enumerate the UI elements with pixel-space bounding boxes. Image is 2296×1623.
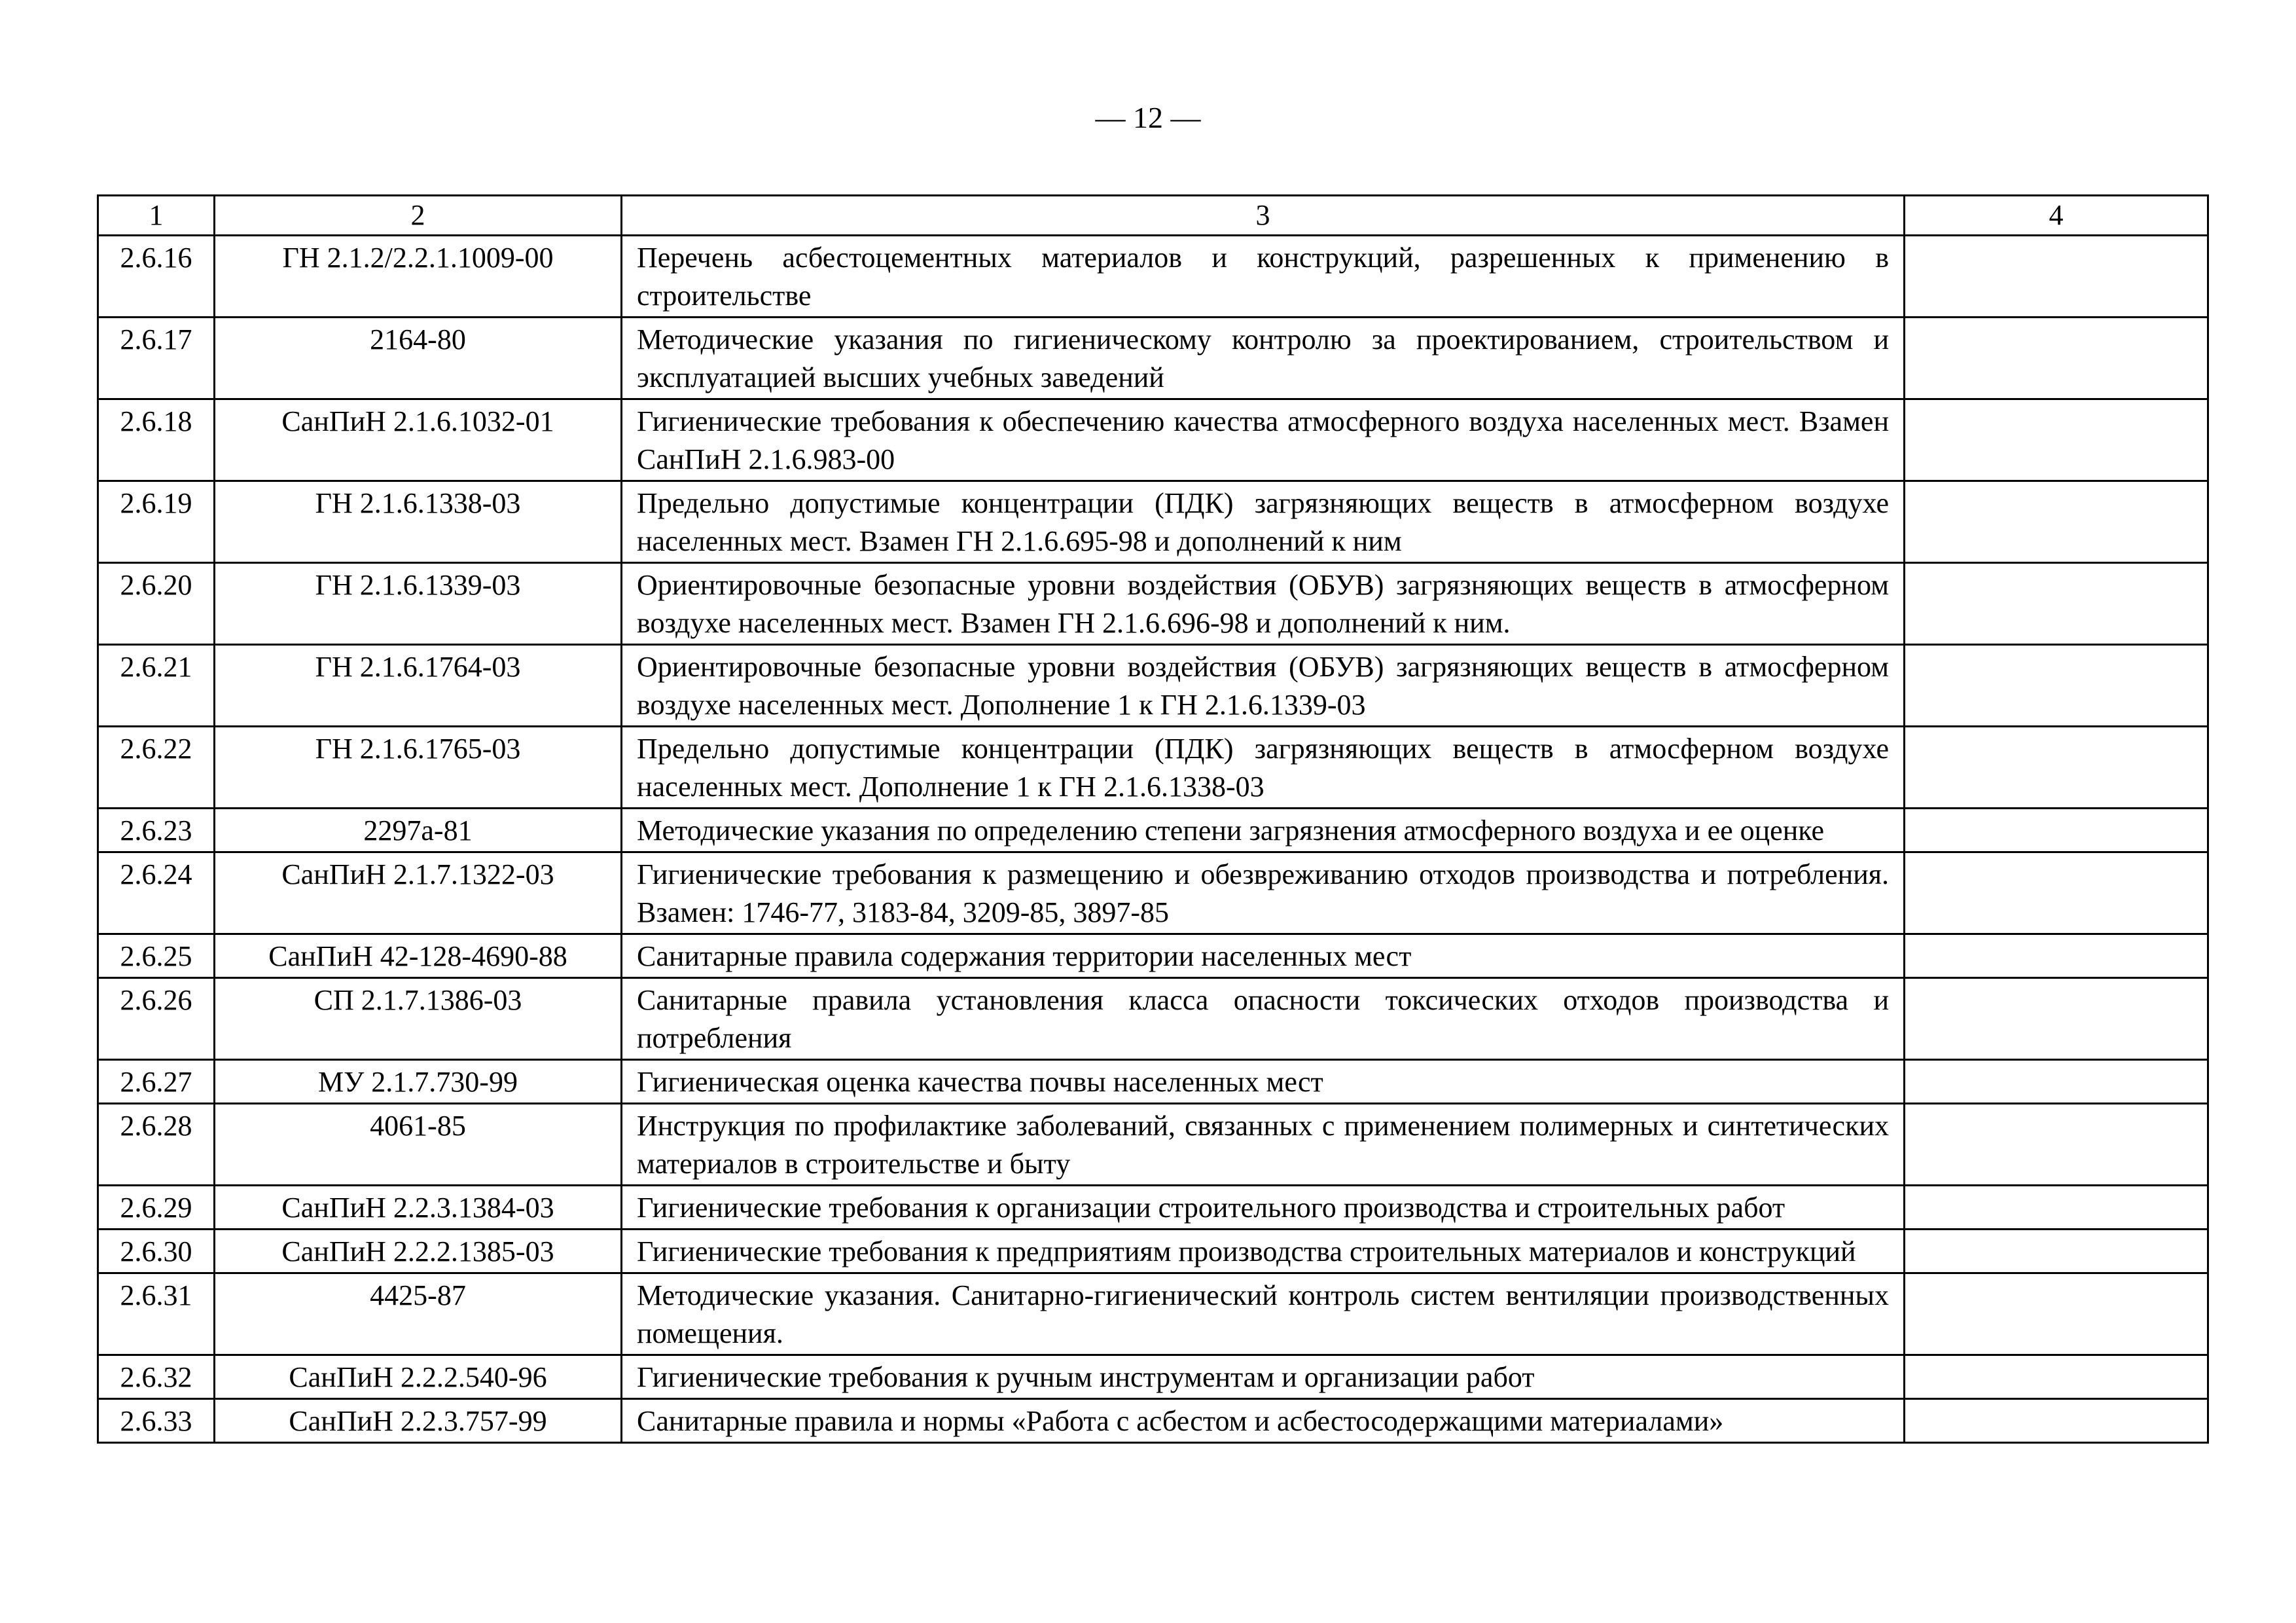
notes-cell (1905, 852, 2208, 934)
table-row (98, 727, 2208, 809)
notes-cell (1905, 1355, 2208, 1399)
item-number-cell: 2.6.22 (98, 727, 215, 809)
document-title-cell: Ориентировочные безопасные уровни воздействия (ОБУВ) загрязняющих веществ в атмосферном воздухе населенных мест. Дополнение 1 к ГН 2.1.6.1339-03 (622, 645, 1905, 727)
table-row (98, 481, 2208, 563)
notes-cell (1905, 563, 2208, 645)
notes-cell (1905, 1186, 2208, 1230)
item-number-cell: 2.6.27 (98, 1060, 215, 1104)
item-number-cell: 2.6.32 (98, 1355, 215, 1399)
notes-cell (1905, 1230, 2208, 1273)
item-number-cell: 2.6.18 (98, 399, 215, 481)
table-row (98, 1399, 2208, 1443)
document-title-cell: Инструкция по профилактике заболеваний, связанных с применением полимерных и синтетических материалов в строительстве и быту (622, 1104, 1905, 1186)
notes-cell (1905, 1060, 2208, 1104)
page-number: — 12 — (1095, 101, 1201, 134)
document-title-cell: Санитарные правила установления класса опасности токсических отходов производства и потребления (622, 978, 1905, 1060)
notes-cell (1905, 236, 2208, 318)
item-number-cell: 2.6.31 (98, 1273, 215, 1355)
document-code-cell: СанПиН 2.2.2.1385-03 (215, 1230, 622, 1273)
table-row (98, 318, 2208, 399)
document-code-cell: ГН 2.1.6.1338-03 (215, 481, 622, 563)
item-number-cell: 2.6.21 (98, 645, 215, 727)
notes-cell (1905, 1104, 2208, 1186)
table-row (98, 1186, 2208, 1230)
document-code-cell: ГН 2.1.2/2.2.1.1009-00 (215, 236, 622, 318)
table-row (98, 1060, 2208, 1104)
notes-cell (1905, 399, 2208, 481)
table-row (98, 399, 2208, 481)
notes-cell (1905, 809, 2208, 852)
item-number-cell: 2.6.19 (98, 481, 215, 563)
document-code-cell: СанПиН 2.2.3.1384-03 (215, 1186, 622, 1230)
document-code-cell: 2164-80 (215, 318, 622, 399)
table-row (98, 809, 2208, 852)
table-row (98, 852, 2208, 934)
item-number-cell: 2.6.28 (98, 1104, 215, 1186)
document-title-cell: Предельно допустимые концентрации (ПДК) загрязняющих веществ в атмосферном воздухе населенных мест. Взамен ГН 2.1.6.695-98 и дополнений к ним (622, 481, 1905, 563)
notes-cell (1905, 978, 2208, 1060)
table-row (98, 1355, 2208, 1399)
notes-cell (1905, 934, 2208, 978)
item-number-cell: 2.6.20 (98, 563, 215, 645)
document-title-cell: Методические указания. Санитарно-гигиенический контроль систем вентиляции производственных помещения. (622, 1273, 1905, 1355)
document-title-cell: Гигиенические требования к ручным инструментам и организации работ (622, 1355, 1905, 1399)
document-code-cell: 4425-87 (215, 1273, 622, 1355)
document-code-cell: МУ 2.1.7.730-99 (215, 1060, 622, 1104)
notes-cell (1905, 1273, 2208, 1355)
document-code-cell: 2297а-81 (215, 809, 622, 852)
notes-cell (1905, 727, 2208, 809)
item-number-cell: 2.6.30 (98, 1230, 215, 1273)
document-title-cell: Санитарные правила содержания территории населенных мест (622, 934, 1905, 978)
table-row (98, 934, 2208, 978)
document-code-cell: СанПиН 2.2.3.757-99 (215, 1399, 622, 1443)
column-header-notes: 4 (1905, 196, 2208, 236)
document-title-cell: Ориентировочные безопасные уровни воздействия (ОБУВ) загрязняющих веществ в атмосферном воздухе населенных мест. Взамен ГН 2.1.6.696-98 и дополнений к ним. (622, 563, 1905, 645)
item-number-cell: 2.6.25 (98, 934, 215, 978)
document-title-cell: Санитарные правила и нормы «Работа с асбестом и асбестосодержащими материалами» (622, 1399, 1905, 1443)
document-title-cell: Гигиеническая оценка качества почвы населенных мест (622, 1060, 1905, 1104)
header-row (98, 196, 2208, 236)
document-code-cell: ГН 2.1.6.1339-03 (215, 563, 622, 645)
item-number-cell: 2.6.29 (98, 1186, 215, 1230)
document-code-cell: СанПиН 2.2.2.540-96 (215, 1355, 622, 1399)
item-number-cell: 2.6.26 (98, 978, 215, 1060)
document-code-cell: 4061-85 (215, 1104, 622, 1186)
notes-cell (1905, 481, 2208, 563)
table-row (98, 563, 2208, 645)
document-code-cell: СанПиН 2.1.6.1032-01 (215, 399, 622, 481)
table-row (98, 978, 2208, 1060)
table-row (98, 1273, 2208, 1355)
document-code-cell: ГН 2.1.6.1765-03 (215, 727, 622, 809)
regulations-table (97, 194, 2209, 1444)
item-number-cell: 2.6.17 (98, 318, 215, 399)
document-code-cell: СанПиН 2.1.7.1322-03 (215, 852, 622, 934)
table-row (98, 1104, 2208, 1186)
notes-cell (1905, 318, 2208, 399)
table-row (98, 645, 2208, 727)
document-code-cell: СанПиН 42-128-4690-88 (215, 934, 622, 978)
document-title-cell: Гигиенические требования к предприятиям производства строительных материалов и конструкций (622, 1230, 1905, 1273)
document-title-cell: Методические указания по гигиеническому контролю за проектированием, строительством и эксплуатацией высших учебных заведений (622, 318, 1905, 399)
item-number-cell: 2.6.16 (98, 236, 215, 318)
document-code-cell: ГН 2.1.6.1764-03 (215, 645, 622, 727)
document-title-cell: Гигиенические требования к организации строительного производства и строительных работ (622, 1186, 1905, 1230)
item-number-cell: 2.6.23 (98, 809, 215, 852)
notes-cell (1905, 1399, 2208, 1443)
document-code-cell: СП 2.1.7.1386-03 (215, 978, 622, 1060)
table-body (98, 236, 2208, 1443)
document-title-cell: Перечень асбестоцементных материалов и конструкций, разрешенных к применению в строительстве (622, 236, 1905, 318)
column-header-item-number: 1 (98, 196, 215, 236)
column-header-document-code: 2 (215, 196, 622, 236)
item-number-cell: 2.6.24 (98, 852, 215, 934)
document-title-cell: Предельно допустимые концентрации (ПДК) загрязняющих веществ в атмосферном воздухе населенных мест. Дополнение 1 к ГН 2.1.6.1338-03 (622, 727, 1905, 809)
item-number-cell: 2.6.33 (98, 1399, 215, 1443)
document-title-cell: Гигиенические требования к обеспечению качества атмосферного воздуха населенных мест. Взамен СанПиН 2.1.6.983-00 (622, 399, 1905, 481)
notes-cell (1905, 645, 2208, 727)
table-row (98, 1230, 2208, 1273)
document-title-cell: Гигиенические требования к размещению и обезвреживанию отходов производства и потребления. Взамен: 1746-77, 3183-84, 3209-85, 3897-85 (622, 852, 1905, 934)
document-title-cell: Методические указания по определению степени загрязнения атмосферного воздуха и ее оценке (622, 809, 1905, 852)
column-header-document-title: 3 (622, 196, 1905, 236)
table-row (98, 236, 2208, 318)
